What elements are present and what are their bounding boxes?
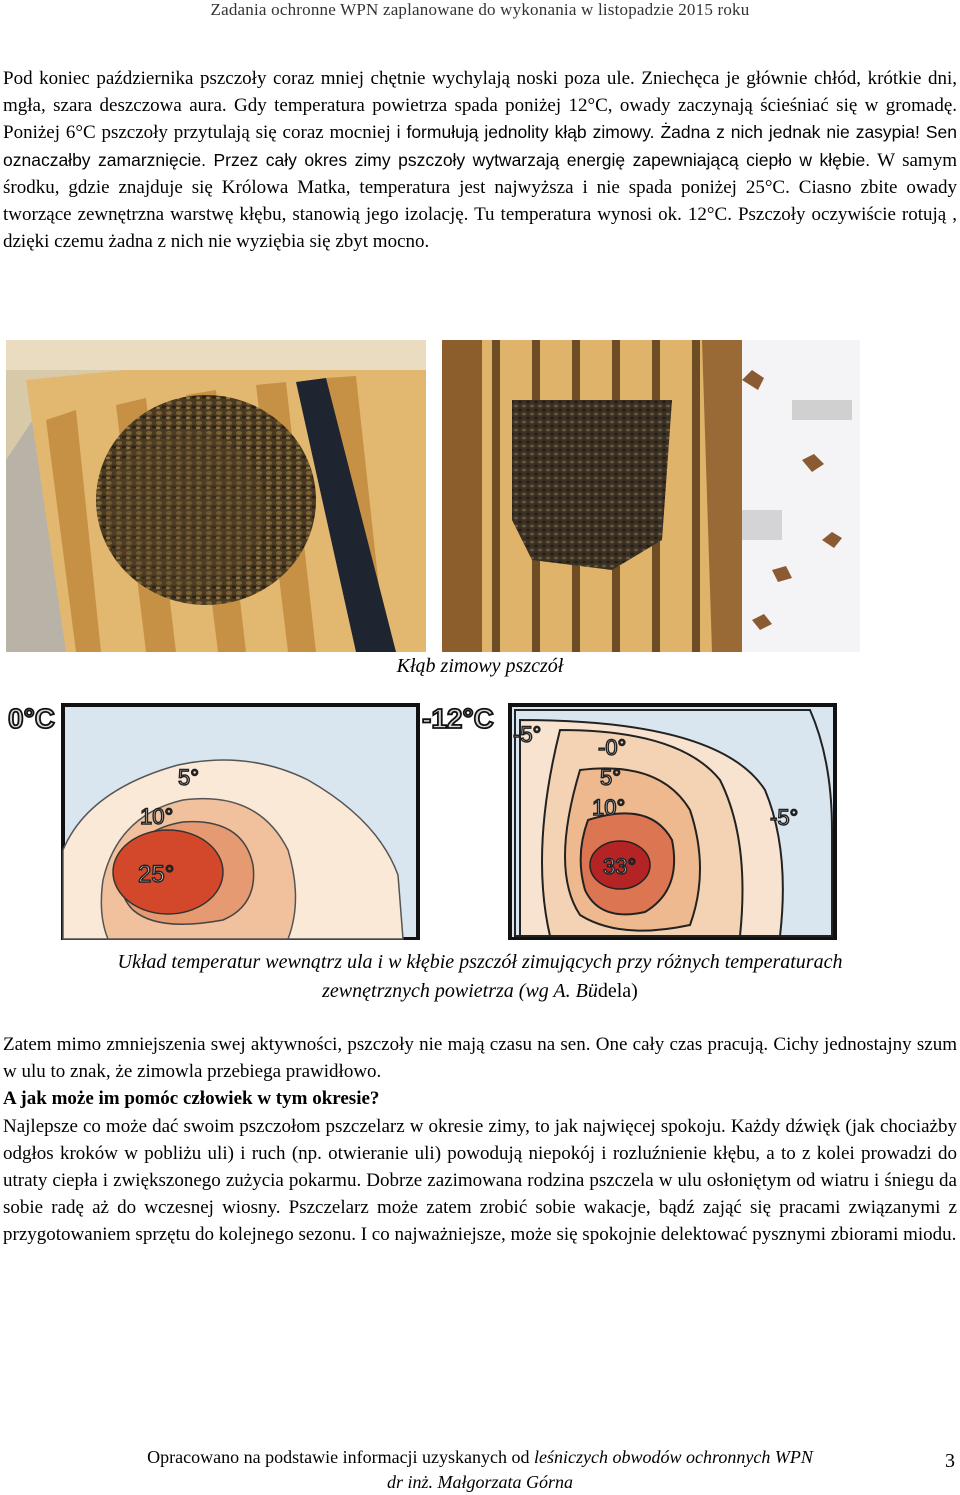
intro-sentence-2: i formułują jednolity kłąb zimowy. Żadna z nich jednak nie zasypia! Sen oznaczałby zamarznięcie. Przez cały okres zimy pszczoły wytwarzają energię zapewniającą ciepło w kłębie.	[3, 122, 958, 170]
isotherm-0-label-right: -0°	[598, 735, 627, 760]
core-temp-label-right: 33°	[603, 854, 637, 879]
isotherm-5-label-left: 5°	[178, 765, 200, 790]
temperature-diagram-left	[8, 700, 420, 940]
isotherm-10-label-right: 10°	[592, 795, 626, 820]
isotherm-10-label-left: 10°	[140, 804, 174, 829]
footer-source-text: Opracowano na podstawie informacji uzyskanych od	[147, 1447, 535, 1467]
body-paragraph-1: Zatem mimo zmniejszenia swej aktywności, pszczoły nie mają czasu na sen. One cały czas pracują. Cichy jednostajny szum w ulu to znak, że zimowla przebiega prawidłowo.	[3, 1034, 957, 1083]
isotherm-minus5-label-right-a: -5°	[513, 722, 542, 747]
page-number: 3	[945, 1450, 955, 1472]
footer-source-emphasis: leśniczych obwodów ochronnych WPN	[534, 1447, 813, 1467]
photo-caption: Kłąb zimowy pszczół	[396, 655, 564, 677]
intro-sentence-1: Pod koniec października pszczoły coraz mniej chętnie wychylają noski poza ule. Zniechęca je głównie chłód, krótkie dni, mgła, szara deszczowa aura. Gdy temperatura powietrza spada poniżej 12°C, owady zaczynają ścieśniać się w gromadę. Poniżej 6°C pszczoły przytulają się coraz mocniej	[3, 68, 957, 144]
outside-temp-label-right: -12°C	[422, 703, 494, 734]
footer-author: dr inż. Małgorzata Górna	[386, 1472, 574, 1492]
intro-sentence-3: W samym środku, gdzie znajduje się Królowa Matka, temperatura jest najwyższa i nie spada poniżej 25°C. Ciasno zbite owady tworzące zewnętrzna warstwę kłębu, stanowią jego izolację. Tu temperatura wynosi ok. 12°C. Pszczoły oczywiście rotują , dzięki czemu żadna z nich nie wyziębia się zbyt mocno.	[3, 149, 957, 253]
temperature-diagram-right	[420, 700, 840, 940]
core-temp-label-left: 25°	[138, 861, 175, 888]
section-heading: A jak może im pomóc człowiek w tym okresie?	[3, 1088, 380, 1110]
body-section	[3, 1031, 957, 1249]
page-header: Zadania ochronne WPN zaplanowane do wykonania w listopadzie 2015 roku	[210, 0, 750, 19]
bee-cluster-photo-left	[6, 340, 426, 652]
outside-temp-label-left: 0°C	[8, 703, 55, 734]
body-paragraph-2: Najlepsze co może dać swoim pszczołom pszczelarz w okresie zimy, to jak najwięcej spokoju. Każdy dźwięk (jak chociażby odgłos kroków w pobliżu uli) i ruch (np. otwieranie uli) powodują niepokój i rozluźnienie kłębu, a to z kolei prowadzi do utraty ciepła i zwiększonego zużycia pokarmu. Dobrze zazimowana rodzina pszczela w ulu osłoniętym od wiatru i śniegu da sobie radę aż do wczesnej wiosny. Pszczelarz może zatem zrobić sobie wakacje, bądź zająć się pracami związanymi z przygotowaniem sprzętu do kolejnego sezonu. I co najważniejsze, może się spokojnie delektować pysznymi zbiorami miodu.	[3, 1115, 957, 1246]
isotherm-minus5-label-right-b: -5°	[770, 805, 799, 830]
bee-cluster-photo-right	[442, 340, 860, 652]
isotherm-5-label-right: 5°	[600, 765, 622, 790]
diagram-caption-line-1: Układ temperatur wewnątrz ula i w kłębie pszczół zimujących przy różnych temperaturach	[117, 951, 843, 973]
diagram-caption-line-2a: zewnętrznych powietrza (wg A. Bü	[322, 980, 598, 1002]
diagram-caption	[30, 948, 930, 1006]
diagram-caption-line-2b: dela)	[597, 980, 638, 1002]
page-footer	[60, 1445, 900, 1495]
intro-paragraph	[3, 65, 957, 255]
